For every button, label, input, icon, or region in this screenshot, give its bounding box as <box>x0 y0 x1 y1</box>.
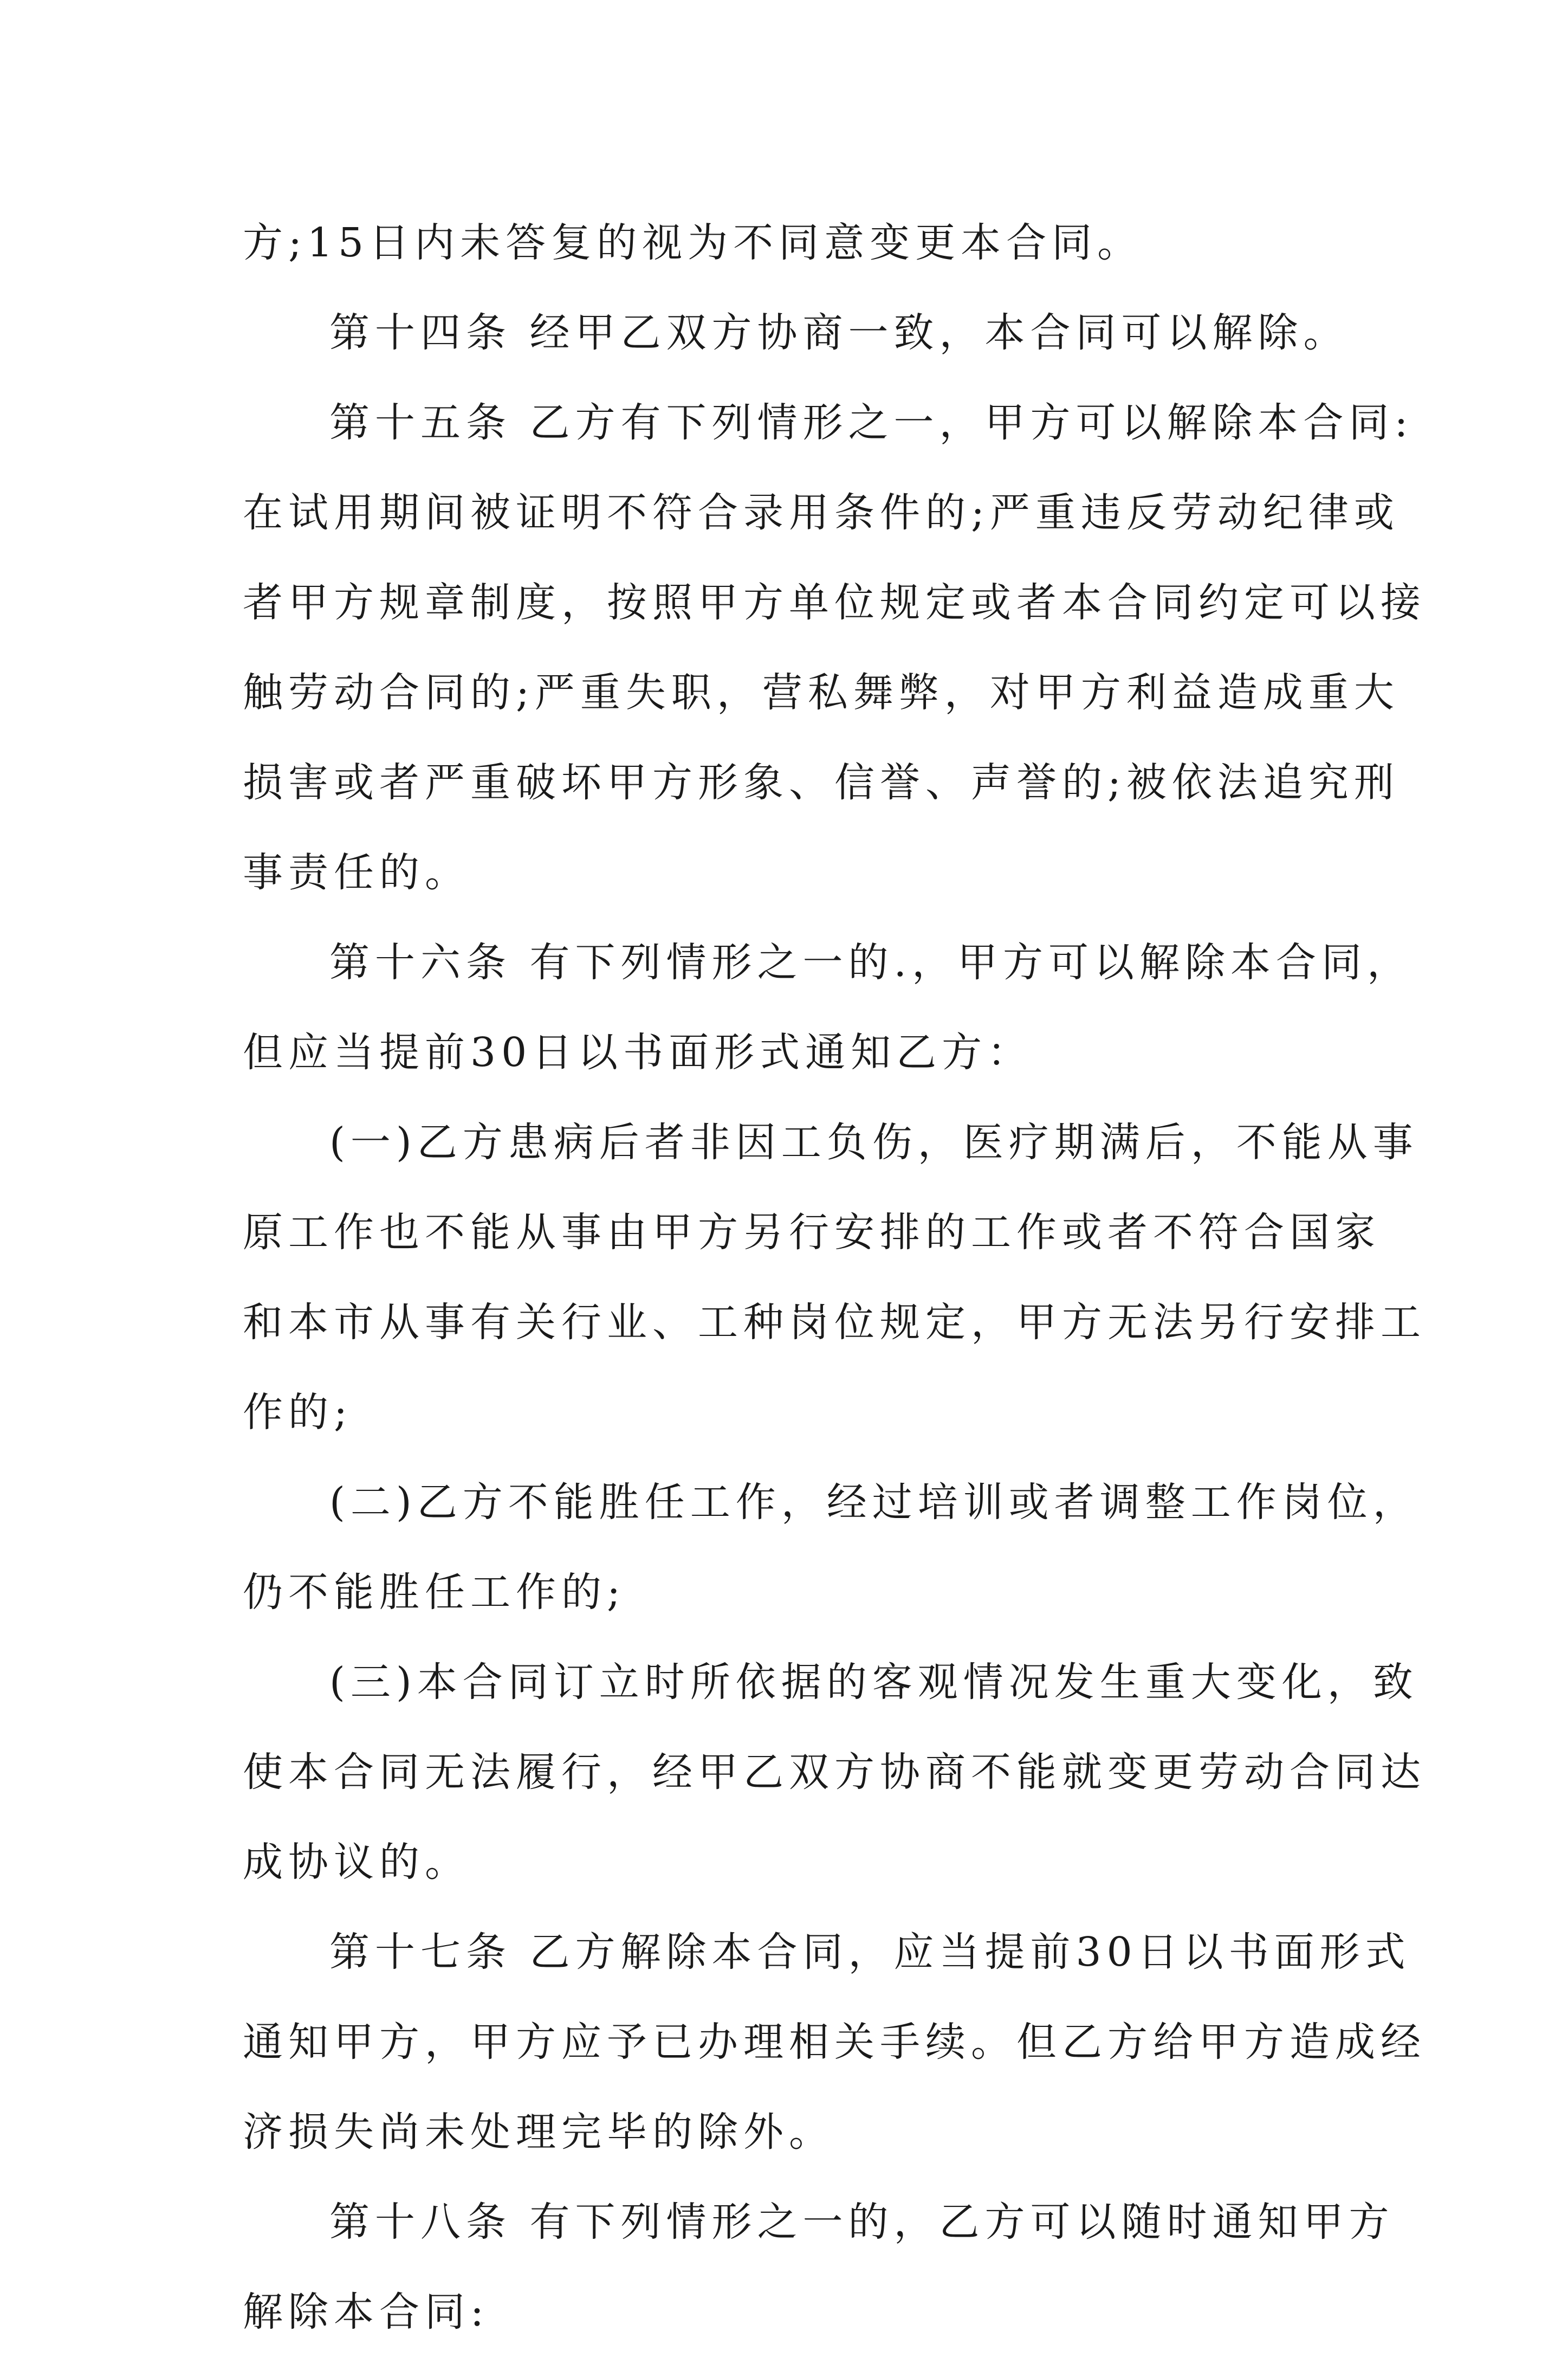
text-line: 济损失尚未处理完毕的除外。 <box>243 2109 834 2155</box>
text-line: 损害或者严重破坏甲方形象、信誉、声誉的;被依法追究刑 <box>243 759 1399 806</box>
text-line: 成协议的。 <box>243 1839 470 1885</box>
paragraph <box>243 1457 1418 1637</box>
text-line: 第十七条 乙方解除本合同，应当提前30日以书面形式 <box>329 1929 1411 1975</box>
paragraph <box>243 378 1426 918</box>
text-line: 作的; <box>243 1389 353 1436</box>
text-line: 在试用期间被证明不符合录用条件的;严重违反劳动纪律或 <box>243 489 1399 536</box>
text-line: 第十四条 经甲乙双方协商一致，本合同可以解除。 <box>329 309 1349 356</box>
text-line: 但应当提前30日以书面形式通知乙方： <box>243 1029 1033 1076</box>
document-body <box>243 198 1426 2357</box>
paragraph <box>243 1637 1426 1907</box>
text-line: 通知甲方，甲方应予已办理相关手续。但乙方给甲方造成经 <box>243 2019 1426 2065</box>
text-line: 原工作也不能从事由甲方另行安排的工作或者不符合国家 <box>243 1209 1381 1256</box>
paragraph <box>243 2177 1395 2357</box>
paragraph <box>243 918 1413 1097</box>
text-line: 者甲方规章制度，按照甲方单位规定或者本合同约定可以接 <box>243 579 1426 626</box>
text-line: 和本市从事有关行业、工种岗位规定，甲方无法另行安排工 <box>243 1299 1426 1346</box>
text-line: (二)乙方不能胜任工作，经过培训或者调整工作岗位， <box>329 1479 1418 1526</box>
text-line: 第十八条 有下列情形之一的，乙方可以随时通知甲方 <box>329 2199 1395 2245</box>
text-line: 使本合同无法履行，经甲乙双方协商不能就变更劳动合同达 <box>243 1749 1426 1796</box>
text-line: (一)乙方患病后者非因工负伤，医疗期满后，不能从事 <box>329 1119 1418 1166</box>
paragraph <box>243 198 1326 288</box>
text-line: 方;15日内未答复的视为不同意变更本合同。 <box>243 219 1143 266</box>
text-line: 仍不能胜任工作的; <box>243 1569 626 1616</box>
text-line: 事责任的。 <box>243 849 470 896</box>
paragraph <box>243 288 1349 378</box>
paragraph <box>243 1907 1426 2177</box>
text-line: 解除本合同: <box>243 2289 489 2335</box>
paragraph <box>243 1097 1426 1457</box>
text-line: 第十五条 乙方有下列情形之一，甲方可以解除本合同: <box>329 399 1414 446</box>
text-line: 第十六条 有下列情形之一的.，甲方可以解除本合同， <box>329 939 1413 986</box>
text-line: 触劳动合同的;严重失职，营私舞弊，对甲方利益造成重大 <box>243 669 1399 716</box>
text-line: (三)本合同订立时所依据的客观情况发生重大变化，致 <box>329 1659 1418 1706</box>
